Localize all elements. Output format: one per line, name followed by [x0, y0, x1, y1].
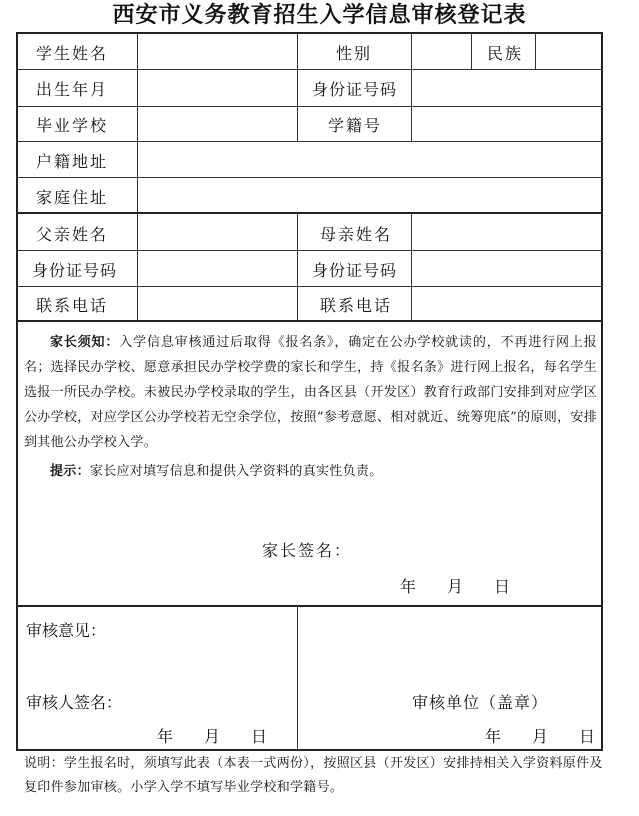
col-line [411, 32, 412, 141]
label-father-id: 身份证号码 [32, 261, 118, 280]
review-opinion-label: 审核意见： [26, 621, 107, 640]
review-year: 年 [157, 727, 174, 746]
label-id-number: 身份证号码 [312, 80, 398, 99]
label-household-address: 户籍地址 [36, 152, 109, 171]
parent-sign-month: 月 [447, 577, 464, 596]
parent-sign-day: 日 [494, 577, 511, 596]
review-day: 日 [251, 727, 268, 746]
row-line [16, 177, 603, 178]
review-month: 月 [204, 727, 221, 746]
footnote: 说明：学生报名时，须填写此表（本表一式两份），按照区县（开发区）安排持相关入学资料原件及复印件参加审核。小学入学不填写毕业学校和学籍号。 [24, 756, 603, 795]
col-line [535, 32, 536, 69]
section-line [16, 605, 603, 607]
reviewer-signature-label: 审核人签名： [26, 693, 123, 712]
unit-year: 年 [485, 727, 502, 746]
col-line [297, 106, 298, 141]
section-line [16, 320, 603, 322]
unit-month: 月 [532, 727, 549, 746]
review-unit-label: 审核单位（盖章） [412, 693, 549, 712]
col-line [297, 212, 298, 320]
notice-label: 家长须知： [50, 335, 120, 350]
parent-signature-label: 家长签名： [262, 541, 353, 560]
row-line [16, 106, 603, 107]
label-home-address: 家庭住址 [36, 188, 109, 207]
label-student-id: 学籍号 [328, 116, 383, 135]
col-line [297, 32, 298, 106]
notice-body: 入学信息审核通过后取得《报名条》，确定在公办学校就读的，不再进行网上报名；选择民办学校、愿意承担民办学校学费的家长和学生，持《报名条》进行网上报名，每名学生选报一所民办学校。未被民办学校录取的学生，由各区县（开发区）教育行政部门安排到对应学区公办学校，对应学区公办学校若无空余学位，按照“参考意愿、相对就近、统筹兜底”的原则，安排到其他公办学校入学。 [24, 335, 597, 450]
label-ethnicity: 民族 [487, 44, 524, 63]
label-birth: 出生年月 [36, 80, 109, 99]
row-line [16, 141, 603, 142]
col-line [137, 212, 138, 320]
section-line [16, 212, 603, 214]
form-title: 西安市义务教育招生入学信息审核登记表 [112, 3, 527, 28]
row-line [16, 69, 603, 70]
label-graduate-school: 毕业学校 [36, 116, 109, 135]
col-line [411, 212, 412, 320]
tip-label: 提示： [50, 464, 90, 479]
label-mother-phone: 联系电话 [320, 296, 393, 315]
parent-sign-year: 年 [400, 577, 417, 596]
label-mother-name: 母亲姓名 [320, 225, 393, 244]
col-line [471, 32, 472, 69]
label-father-phone: 联系电话 [36, 296, 109, 315]
label-father-name: 父亲姓名 [36, 225, 109, 244]
col-line [137, 32, 138, 213]
row-line [16, 250, 603, 251]
label-gender: 性别 [336, 44, 373, 63]
parent-notice [24, 330, 597, 484]
label-mother-id: 身份证号码 [312, 261, 398, 280]
label-student-name: 学生姓名 [36, 44, 109, 63]
tip-body: 家长应对填写信息和提供入学资料的真实性负责。 [89, 464, 383, 479]
col-line [297, 605, 298, 751]
unit-day: 日 [579, 727, 596, 746]
row-line [16, 286, 603, 287]
